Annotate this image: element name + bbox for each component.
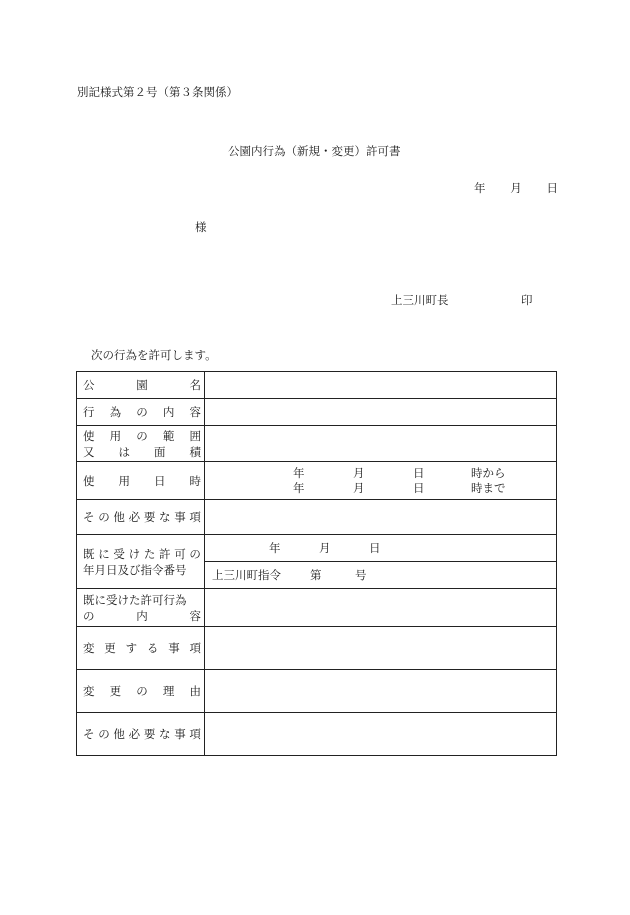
label-char: の: [98, 727, 110, 741]
table-row: [77, 535, 557, 562]
label-char: 使: [83, 473, 95, 488]
label-char: 日: [369, 541, 381, 555]
label-char: 月: [353, 480, 365, 495]
label-char: 可: [174, 546, 186, 561]
label-char: 範: [162, 428, 175, 443]
label-char: 園: [136, 378, 148, 392]
label-char: の: [136, 684, 148, 698]
label-char: の: [83, 608, 95, 623]
value-change-reason[interactable]: [205, 670, 557, 713]
label-char: 年: [269, 541, 281, 555]
value-prev-date[interactable]: [205, 535, 557, 562]
label-text: [205, 567, 556, 583]
table-row: [77, 670, 557, 713]
label-change-items: [77, 627, 205, 670]
label-char: 用: [109, 428, 122, 443]
label-char: 要: [143, 510, 156, 524]
document-title: 公園内行為（新規・変更）許可書: [228, 144, 401, 158]
value-activity-content[interactable]: [205, 399, 557, 426]
value-park-name[interactable]: [205, 372, 557, 399]
label-park-name: [77, 372, 205, 399]
label-char: そ: [83, 510, 95, 524]
label-text: [83, 546, 201, 562]
label-char: 必: [128, 510, 141, 524]
label-char: 理: [162, 684, 175, 698]
label-char: の: [136, 405, 148, 419]
label-char: 名: [189, 378, 201, 392]
label-area: [77, 426, 205, 462]
label-char: 他: [113, 510, 125, 524]
label-char: す: [125, 641, 138, 655]
label-char: た: [143, 546, 156, 561]
label-char: は: [118, 444, 130, 459]
label-char: 許: [159, 546, 171, 561]
label-char: に: [98, 546, 110, 561]
label-char: 要: [143, 727, 156, 741]
label-char: の: [98, 510, 110, 524]
label-change-reason: [77, 670, 205, 713]
label-prev-permit: [77, 535, 205, 589]
value-change-items[interactable]: [205, 627, 557, 670]
label-prev-activity: [77, 589, 205, 627]
label-char: 年: [293, 465, 305, 480]
label-char: 更: [104, 641, 116, 655]
issuer-name: 上三川町長: [391, 293, 449, 307]
label-char: 第: [310, 568, 322, 582]
label-char: 時まで: [471, 480, 506, 495]
value-other-1[interactable]: [205, 500, 557, 535]
label-char: 月: [319, 541, 331, 555]
label-char: な: [159, 510, 171, 524]
label-char: 内: [162, 405, 175, 419]
label-char: 事: [174, 727, 186, 741]
label-text: [83, 377, 201, 393]
label-char: 面: [154, 444, 166, 459]
prev-activity-line1: 既に受けた許可行為: [83, 592, 187, 607]
date-year-label: 年: [474, 181, 486, 195]
label-text: [83, 444, 201, 460]
label-char: 必: [128, 727, 141, 741]
label-char: 由: [189, 684, 201, 698]
intro-text: 次の行為を許可します。: [91, 348, 217, 362]
label-text: [83, 640, 201, 656]
label-char: 為: [109, 405, 122, 419]
date-day-label: 日: [546, 181, 558, 195]
label-char: 日: [413, 465, 425, 480]
time-to-row: [293, 481, 556, 496]
label-char: 号: [355, 568, 367, 582]
label-char: 使: [83, 428, 95, 443]
label-text: [83, 509, 201, 525]
label-char: 時: [189, 473, 201, 488]
value-other-2[interactable]: [205, 713, 557, 756]
table-row: [77, 372, 557, 399]
label-char: 容: [189, 405, 201, 419]
label-text: [83, 404, 201, 420]
permit-table: [76, 371, 557, 756]
label-char: 時から: [471, 465, 506, 480]
label-other-2: [77, 713, 205, 756]
label-char: 他: [113, 727, 125, 741]
label-char: 既: [83, 546, 95, 561]
label-char: な: [159, 727, 171, 741]
label-char: 変: [83, 641, 95, 655]
label-char: 変: [83, 684, 95, 698]
label-char: 容: [189, 608, 201, 623]
label-use-datetime: [77, 462, 205, 500]
label-char: 上三川町指令: [212, 568, 281, 582]
label-char: そ: [83, 727, 95, 741]
label-char: 公: [83, 378, 95, 392]
issue-date: [474, 180, 558, 196]
label-char: の: [189, 546, 201, 561]
label-char: 囲: [189, 428, 201, 443]
date-month-label: 月: [510, 181, 522, 195]
label-char: 内: [136, 608, 148, 623]
label-char: 項: [189, 727, 201, 741]
label-text: [83, 726, 201, 742]
label-char: の: [136, 428, 148, 443]
label-text: [83, 683, 201, 699]
label-text: [83, 428, 201, 444]
table-row: [77, 713, 557, 756]
addressee-suffix: 様: [195, 220, 207, 234]
label-activity-content: [77, 399, 205, 426]
label-char: 日: [413, 480, 425, 495]
label-char: 更: [109, 684, 122, 698]
label-other-1: [77, 500, 205, 535]
label-char: 月: [353, 465, 365, 480]
label-char: 日: [154, 473, 166, 488]
table-row: [77, 500, 557, 535]
label-char: 項: [189, 510, 201, 524]
label-char: る: [146, 641, 159, 655]
value-prev-activity[interactable]: [205, 589, 557, 627]
label-text: [83, 473, 201, 489]
table-row: [77, 589, 557, 627]
value-use-datetime[interactable]: [205, 462, 557, 500]
seal-mark: 印: [521, 293, 533, 307]
label-char: 又: [83, 444, 95, 459]
label-char: 受: [113, 546, 125, 561]
label-char: 年: [293, 480, 305, 495]
label-char: 項: [189, 641, 201, 655]
label-char: け: [128, 546, 141, 561]
value-area[interactable]: [205, 426, 557, 462]
table-row: [77, 627, 557, 670]
table-row: [77, 426, 557, 462]
label-char: 用: [118, 473, 130, 488]
table-row: [77, 399, 557, 426]
label-char: 行: [83, 405, 95, 419]
label-char: 事: [168, 641, 180, 655]
value-prev-order[interactable]: [205, 562, 557, 589]
label-char: 事: [174, 510, 186, 524]
label-text: [83, 608, 201, 624]
table-row: [77, 462, 557, 500]
label-text: [205, 540, 556, 556]
form-reference: 別記様式第２号（第３条関係）: [77, 85, 238, 99]
time-from-row: [293, 466, 556, 481]
label-char: 積: [189, 444, 201, 459]
prev-permit-line2: 年月日及び指令番号: [83, 562, 187, 577]
